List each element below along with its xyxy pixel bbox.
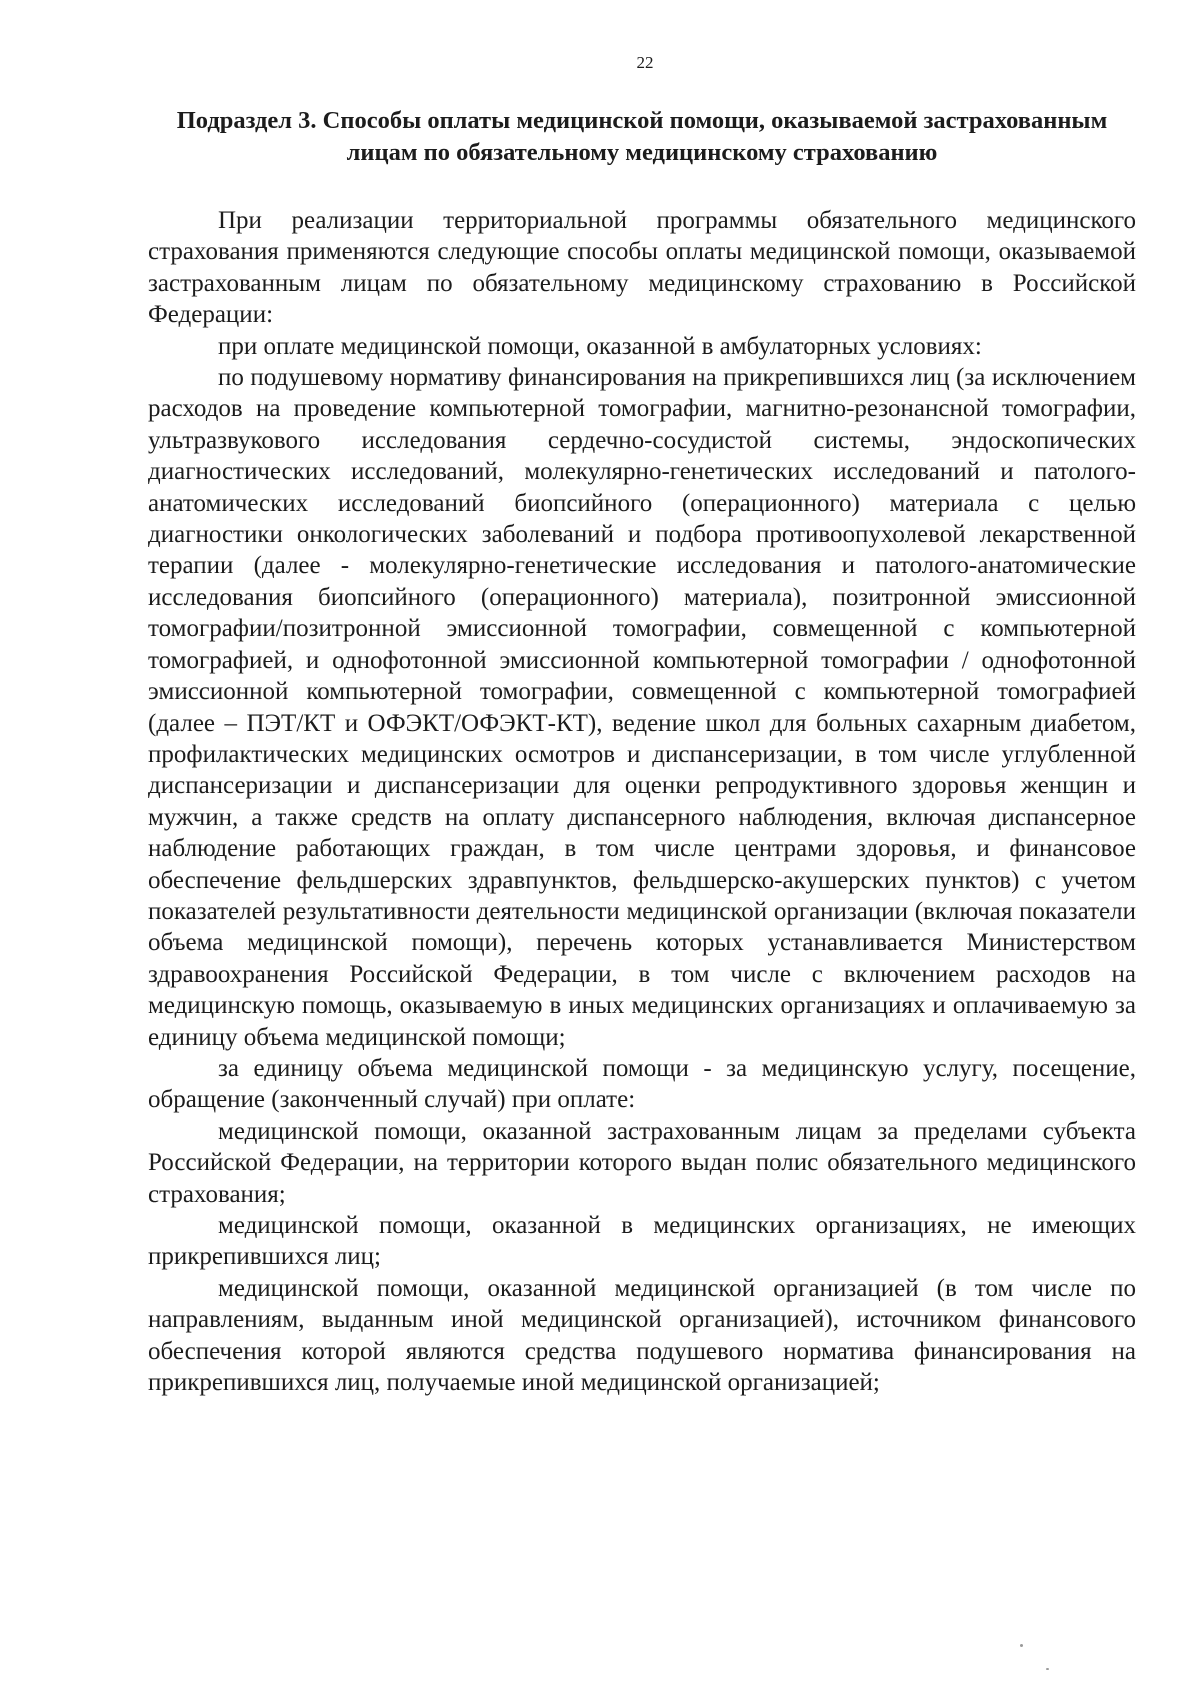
body-text bbox=[148, 205, 1136, 1398]
scan-speck bbox=[1020, 1644, 1023, 1647]
paragraph: медицинской помощи, оказанной в медицинских организациях, не имеющих прикрепившихся лиц; bbox=[148, 1212, 1136, 1271]
paragraph: при оплате медицинской помощи, оказанной в амбулаторных условиях: bbox=[218, 332, 982, 360]
section-heading: Подраздел 3. Способы оплаты медицинской помощи, оказываемой застрахованным лицам по обязательному медицинскому страхованию bbox=[176, 107, 1108, 166]
document-page bbox=[148, 52, 1136, 1398]
paragraph: медицинской помощи, оказанной медицинской организацией (в том числе по направлениям, выданным иной медицинской организацией), источником финансового обеспечения которой являются средства подушевого норматива финансирования на прикрепившихся лиц, получаемые иной медицинской организацией; bbox=[148, 1274, 1136, 1397]
paragraph: При реализации территориальной программы обязательного медицинского страхования применяются следующие способы оплаты медицинской помощи, оказываемой застрахованным лицам по обязательному медицинскому страхованию в Российской Федерации: bbox=[148, 207, 1136, 329]
scan-speck bbox=[1046, 1668, 1049, 1670]
page-number: 22 bbox=[636, 53, 654, 72]
paragraph: медицинской помощи, оказанной застрахованным лицам за пределами субъекта Российской Федерации, на территории которого выдан полис обязательного медицинского страхования; bbox=[148, 1117, 1136, 1208]
paragraph: по подушевому нормативу финансирования на прикрепившихся лиц (за исключением расходов на проведение компьютерной томографии, магнитно-резонансной томографии, ультразвукового исследования сердечно-сосудистой системы, эндоскопических диагностических исследований, молекулярно-генетических исследований и патолого-анатомических исследований биопсийного (операционного) материала с целью диагностики онкологических заболеваний и подбора противоопухолевой лекарственной терапии (далее - молекулярно-генетические исследования и патолого-анатомические исследования биопсийного (операционного) материала), позитронной эмиссионной томографии/позитронной эмиссионной томографии, совмещенной с компьютерной томографией, и однофотонной эмиссионной компьютерной томографии / однофотонной эмиссионной компьютерной томографии, совмещенной с компьютерной томографией (далее – ПЭТ/КТ и ОФЭКТ/ОФЭКТ-КТ), ведение школ для больных сахарным диабетом, профилактических медицинских осмотров и диспансеризации, в том числе углубленной диспансеризации и диспансеризации для оценки репродуктивного здоровья женщин и мужчин, а также средств на оплату диспансерного наблюдения, включая диспансерное наблюдение работающих граждан, в том числе центрами здоровья, и финансовое обеспечение фельдшерских здравпунктов, фельдшерско-акушерских пунктов) с учетом показателей результативности деятельности медицинской организации (включая показатели объема медицинской помощи), перечень которых устанавливается Министерством здравоохранения Российской Федерации, в том числе с включением расходов на медицинскую помощь, оказываемую в иных медицинских организациях и оплачиваемую за единицу объема медицинской помощи; bbox=[148, 364, 1136, 1051]
paragraph: за единицу объема медицинской помощи - за медицинскую услугу, посещение, обращение (законченный случай) при оплате: bbox=[148, 1054, 1136, 1114]
